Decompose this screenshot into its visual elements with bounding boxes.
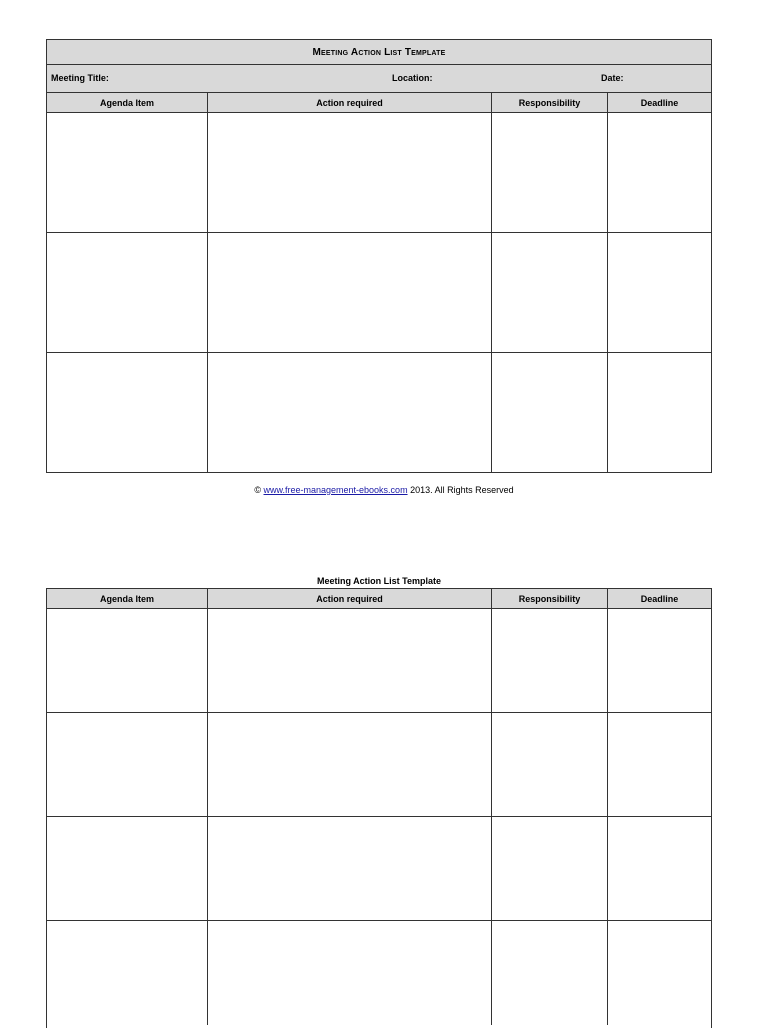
second-table-title: Meeting Action List Template <box>316 576 441 586</box>
column-header-agenda-item: Agenda Item <box>47 589 208 608</box>
deadline-cell[interactable] <box>608 353 711 473</box>
action-required-cell[interactable] <box>208 921 492 1025</box>
table-row <box>47 713 711 817</box>
column-header-deadline: Deadline <box>640 97 679 108</box>
deadline-cell[interactable] <box>608 113 711 232</box>
meeting-action-table-bottom <box>46 588 712 1028</box>
copyright-text: 2013. All Rights Reserved <box>410 485 514 495</box>
column-header-responsibility: Responsibility <box>492 93 608 112</box>
responsibility-cell[interactable] <box>492 609 608 712</box>
agenda-item-cell[interactable] <box>47 233 208 352</box>
deadline-cell[interactable] <box>608 713 711 816</box>
website-link[interactable]: www.free-management-ebooks.com <box>263 485 408 495</box>
action-required-cell[interactable] <box>208 609 492 712</box>
responsibility-cell[interactable] <box>492 713 608 816</box>
action-required-cell[interactable] <box>208 713 492 816</box>
date-label: Date: <box>601 73 624 83</box>
agenda-item-cell[interactable] <box>47 353 208 473</box>
column-header-deadline: Deadline <box>640 593 679 604</box>
deadline-cell[interactable] <box>608 921 711 1025</box>
agenda-item-cell[interactable] <box>47 113 208 232</box>
agenda-item-cell[interactable] <box>47 817 208 920</box>
meeting-meta-row <box>47 65 711 93</box>
action-required-cell[interactable] <box>208 113 492 232</box>
copyright-symbol: © <box>254 485 261 495</box>
action-required-cell[interactable] <box>208 817 492 920</box>
responsibility-cell[interactable] <box>492 353 608 473</box>
column-header-responsibility: Responsibility <box>492 589 608 608</box>
table-row <box>47 233 711 353</box>
table-row <box>47 817 711 921</box>
table-title: Meeting Action List Template <box>312 46 446 58</box>
table-row <box>47 353 711 473</box>
meeting-title-label: Meeting Title: <box>51 73 109 83</box>
column-header-action-required: Action required <box>208 589 492 608</box>
agenda-item-cell[interactable] <box>47 609 208 712</box>
deadline-cell[interactable] <box>608 233 711 352</box>
meeting-action-table-top <box>46 39 712 473</box>
column-header-action-required: Action required <box>208 93 492 112</box>
column-header-row <box>47 93 711 113</box>
deadline-cell[interactable] <box>608 609 711 712</box>
table-row <box>47 921 711 1025</box>
agenda-item-cell[interactable] <box>47 713 208 816</box>
table-title-row <box>47 40 711 65</box>
table-row <box>47 113 711 233</box>
column-header-row <box>47 589 711 609</box>
agenda-item-cell[interactable] <box>47 921 208 1025</box>
responsibility-cell[interactable] <box>492 817 608 920</box>
location-label: Location: <box>392 73 433 83</box>
action-required-cell[interactable] <box>208 233 492 352</box>
copyright-footer <box>0 485 768 495</box>
responsibility-cell[interactable] <box>492 233 608 352</box>
table-row <box>47 609 711 713</box>
responsibility-cell[interactable] <box>492 113 608 232</box>
deadline-cell[interactable] <box>608 817 711 920</box>
column-header-agenda-item: Agenda Item <box>47 93 208 112</box>
action-required-cell[interactable] <box>208 353 492 473</box>
responsibility-cell[interactable] <box>492 921 608 1025</box>
